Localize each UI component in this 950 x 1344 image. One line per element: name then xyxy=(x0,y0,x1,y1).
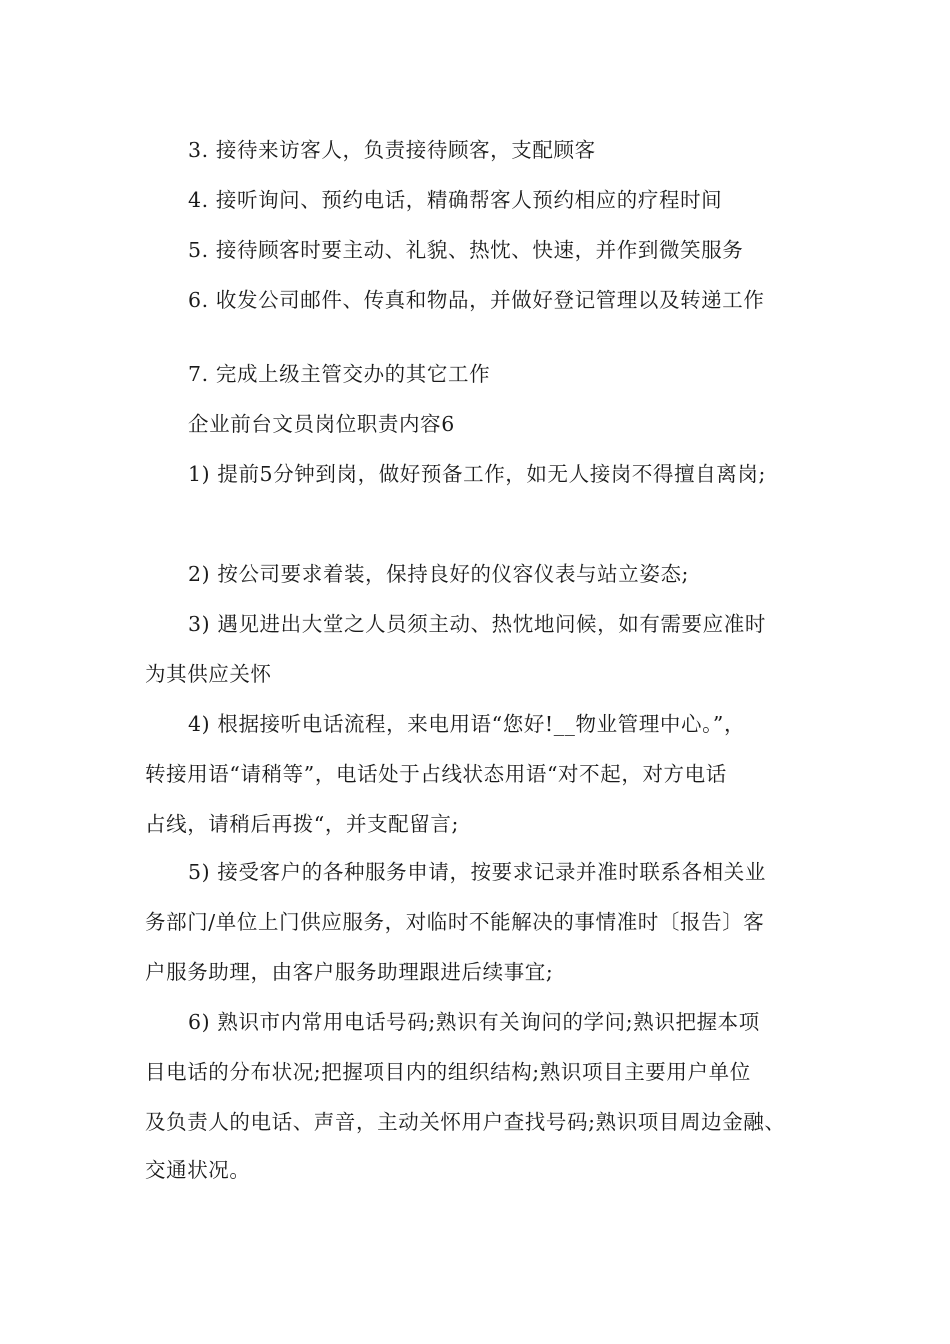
list-item-3: 3. 接待来访客人，负责接待顾客，支配顾客 xyxy=(188,138,596,162)
duty-item-5: 5) 接受客户的各种服务申请，按要求记录并准时联系各相关业 xyxy=(188,860,766,884)
section-heading: 企业前台文员岗位职责内容6 xyxy=(188,412,455,436)
duty-item-6-cont-1: 目电话的分布状况;把握项目内的组织结构;熟识项目主要用户单位 xyxy=(145,1060,751,1084)
duty-item-3-cont: 为其供应关怀 xyxy=(145,662,272,686)
list-item-5: 5. 接待顾客时要主动、礼貌、热忱、快速，并作到微笑服务 xyxy=(188,238,744,262)
duty-item-4: 4) 根据接听电话流程，来电用语“您好!__物业管理中心。”， xyxy=(188,712,746,736)
duty-item-3: 3) 遇见进出大堂之人员须主动、热忱地问候，如有需要应准时 xyxy=(188,612,766,636)
list-item-6: 6. 收发公司邮件、传真和物品，并做好登记管理以及转递工作 xyxy=(188,288,765,312)
duty-item-1: 1) 提前5分钟到岗，做好预备工作，如无人接岗不得擅自离岗; xyxy=(188,462,767,486)
duty-item-6: 6) 熟识市内常用电话号码;熟识有关询问的学问;熟识把握本项 xyxy=(188,1010,760,1034)
duty-item-6-cont-2: 及负责人的电话、声音，主动关怀用户查找号码;熟识项目周边金融、 xyxy=(145,1110,786,1134)
list-item-4: 4. 接听询问、预约电话，精确帮客人预约相应的疗程时间 xyxy=(188,188,723,212)
duty-item-5-cont-2: 户服务助理，由客户服务助理跟进后续事宜; xyxy=(145,960,554,984)
duty-item-4-cont-2: 占线，请稍后再拨“，并支配留言; xyxy=(145,812,459,836)
duty-item-2: 2) 按公司要求着装，保持良好的仪容仪表与站立姿态; xyxy=(188,562,690,586)
duty-item-5-cont-1: 务部门/单位上门供应服务，对临时不能解决的事情准时〔报告〕客 xyxy=(145,910,765,934)
list-item-7: 7. 完成上级主管交办的其它工作 xyxy=(188,362,491,386)
duty-item-6-cont-3: 交通状况。 xyxy=(145,1158,251,1182)
duty-item-4-cont-1: 转接用语“请稍等”，电话处于占线状态用语“对不起，对方电话 xyxy=(145,762,727,786)
